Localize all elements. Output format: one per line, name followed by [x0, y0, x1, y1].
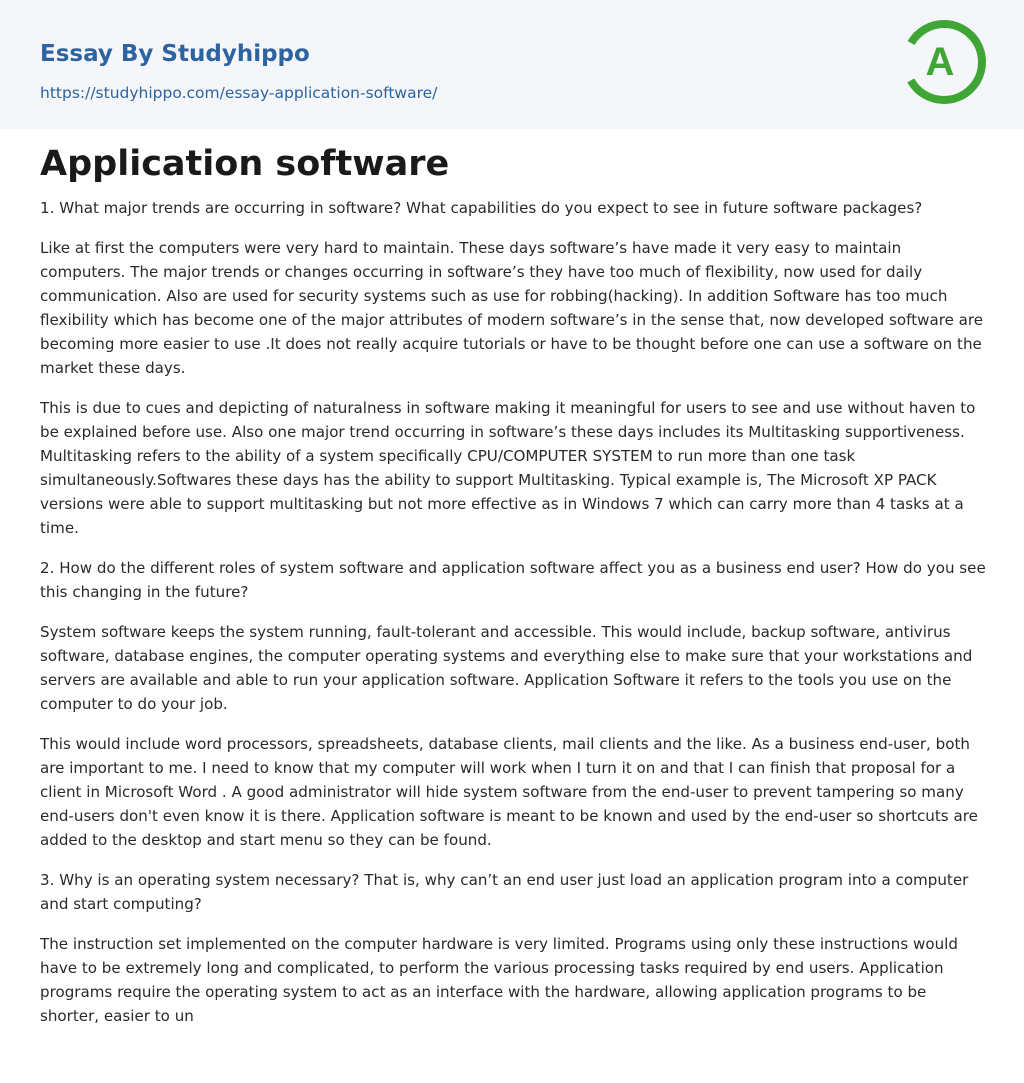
studyhippo-logo-icon[interactable]	[898, 16, 990, 108]
essay-question-2: 2. How do the different roles of system software and application software affect you as a business end user? How do you see this changing in the future?	[40, 559, 986, 601]
essay-url-link[interactable]: https://studyhippo.com/essay-application-software/	[40, 84, 438, 102]
site-header	[0, 0, 1024, 129]
essay-paragraph: System software keeps the system running, fault-tolerant and accessible. This would include, backup software, antivirus software, database engines, the computer operating systems and everything else to make sure that your workstations and servers are available and able to run your application software. Application Software it refers to the tools you use on the computer to do your job.	[40, 623, 973, 713]
essay-paragraph: This is due to cues and depicting of naturalness in software making it meaningful for users to see and use without haven to be explained before use. Also one major trend occurring in software’s these days includes its Multitasking supportiveness. Multitasking refers to the ability of a system specifically CPU/COMPUTER SYSTEM to run more than one task simultaneously.Softwares these days has the ability to support Multitasking. Typical example is, The Microsoft XP PACK versions were able to support multitasking but not more effective as in Windows 7 which can carry more than 4 tasks at a time.	[40, 399, 976, 537]
essay-question-1: 1. What major trends are occurring in software? What capabilities do you expect to see in future software packages?	[40, 199, 923, 217]
page-title: Application software	[40, 144, 450, 184]
essay-paragraph: The instruction set implemented on the computer hardware is very limited. Programs using only these instructions would have to be extremely long and complicated, to perform the various processing tasks required by end users. Application programs require the operating system to act as an interface with the hardware, allowing application programs to be shorter, easier to un	[40, 935, 958, 1025]
brand-title[interactable]: Essay By Studyhippo	[40, 41, 310, 67]
logo-letter: A	[925, 40, 955, 84]
essay-paragraph: Like at first the computers were very hard to maintain. These days software’s have made it very easy to maintain computers. The major trends or changes occurring in software’s they have too much of flexibility, now used for daily communication. Also are used for security systems such as use for robbing(hacking). In addition Software has too much flexibility which has become one of the major attributes of modern software’s in the sense that, now developed software are becoming more easier to use .It does not really acquire tutorials or have to be thought before one can use a software on the market these days.	[40, 239, 984, 377]
essay-body	[40, 196, 986, 1044]
essay-paragraph: This would include word processors, spreadsheets, database clients, mail clients and the like. As a business end-user, both are important to me. I need to know that my computer will work when I turn it on and that I can finish that proposal for a client in Microsoft Word . A good administrator will hide system software from the end-user to prevent tampering so many end-users don't even know it is there. Application software is meant to be known and used by the end-user so shortcuts are added to the desktop and start menu so they can be found.	[40, 735, 978, 849]
essay-question-3: 3. Why is an operating system necessary? That is, why can’t an end user just load an application program into a computer and start computing?	[40, 871, 969, 913]
